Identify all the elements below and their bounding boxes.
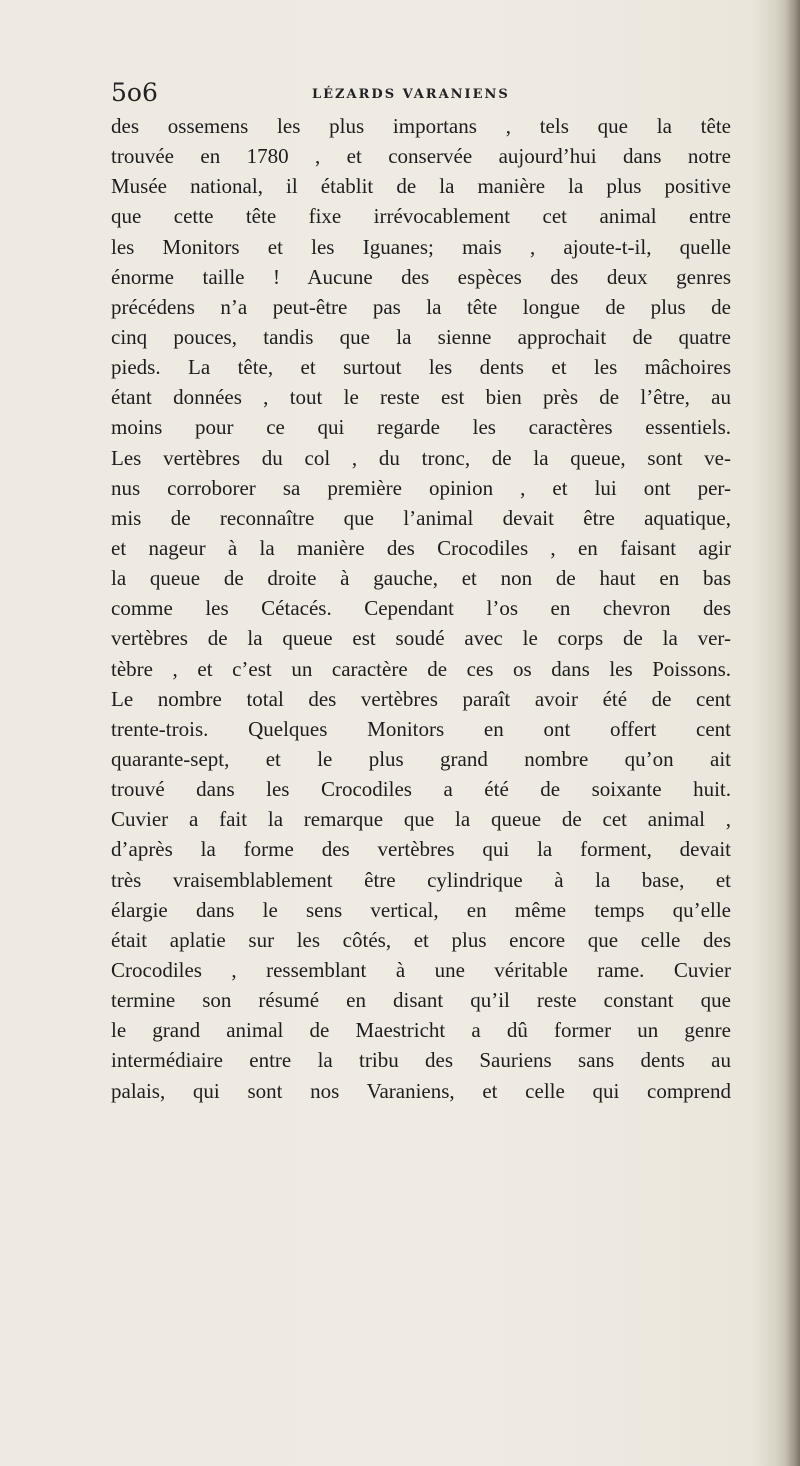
text-line: pieds. La tête, et surtout les dents et les mâchoires xyxy=(111,355,731,380)
text-line: moins pour ce qui regarde les caractères essentiels. xyxy=(111,415,731,440)
text-line: trouvée en 1780 , et conservée aujourd’hui dans notre xyxy=(111,144,731,169)
text-line: trouvé dans les Crocodiles a été de soixante huit. xyxy=(111,777,731,802)
text-line: trente-trois. Quelques Monitors en ont offert cent xyxy=(111,716,731,741)
text-line: des ossemens les plus importans , tels que la tête xyxy=(111,114,731,138)
text-line: Cuvier a fait la remarque que la queue de cet animal , xyxy=(111,807,731,832)
text-line: quarante-sept, et le plus grand nombre qu’on ait xyxy=(111,746,731,771)
page-header xyxy=(111,70,731,110)
text-line: Crocodiles , ressemblant à une véritable rame. Cuvier xyxy=(111,957,731,982)
text-line: comme les Cétacés. Cependant l’os en chevron des xyxy=(111,596,731,621)
text-line: que cette tête fixe irrévocablement cet animal entre xyxy=(111,204,731,229)
text-line: élargie dans le sens vertical, en même temps qu’elle xyxy=(111,897,731,922)
text-line: cinq pouces, tandis que la sienne approchait de quatre xyxy=(111,324,731,349)
text-line: nus corroborer sa première opinion , et lui ont per- xyxy=(111,475,731,500)
text-line: énorme taille ! Aucune des espèces des deux genres xyxy=(111,264,731,289)
text-line: était aplatie sur les côtés, et plus encore que celle des xyxy=(111,927,731,952)
text-line: le grand animal de Maestricht a dû former un genre xyxy=(111,1018,731,1043)
text-line: et nageur à la manière des Crocodiles , en faisant agir xyxy=(111,535,731,560)
text-line: Le nombre total des vertèbres paraît avoir été de cent xyxy=(111,686,731,711)
text-line: très vraisemblablement être cylindrique à la base, et xyxy=(111,867,731,892)
page-number: 5o6 xyxy=(111,78,158,107)
text-line: les Monitors et les Iguanes; mais , ajoute-t-il, quelle xyxy=(111,234,731,259)
text-line: vertèbres de la queue est soudé avec le corps de la ver- xyxy=(111,626,731,651)
text-line: d’après la forme des vertèbres qui la forment, devait xyxy=(111,837,731,862)
text-line: intermédiaire entre la tribu des Sauriens sans dents au xyxy=(111,1048,731,1073)
running-title: LÉZARDS VARANIENS xyxy=(312,87,510,102)
text-line: palais, qui sont nos Varaniens, et celle qui comprend xyxy=(111,1078,731,1103)
body-text xyxy=(111,111,731,1106)
text-line: étant données , tout le reste est bien près de l’être, au xyxy=(111,385,731,410)
text-line: Les vertèbres du col , du tronc, de la queue, sont ve- xyxy=(111,445,731,470)
page-edge-shadow xyxy=(786,0,800,1466)
text-line: précédens n’a peut-être pas la tête longue de plus de xyxy=(111,294,731,319)
text-line: la queue de droite à gauche, et non de haut en bas xyxy=(111,566,731,591)
text-line: termine son résumé en disant qu’il reste constant que xyxy=(111,988,731,1013)
text-line: tèbre , et c’est un caractère de ces os dans les Poissons. xyxy=(111,656,731,681)
text-line: Musée national, il établit de la manière la plus positive xyxy=(111,174,731,199)
text-line: mis de reconnaître que l’animal devait être aquatique, xyxy=(111,505,731,530)
